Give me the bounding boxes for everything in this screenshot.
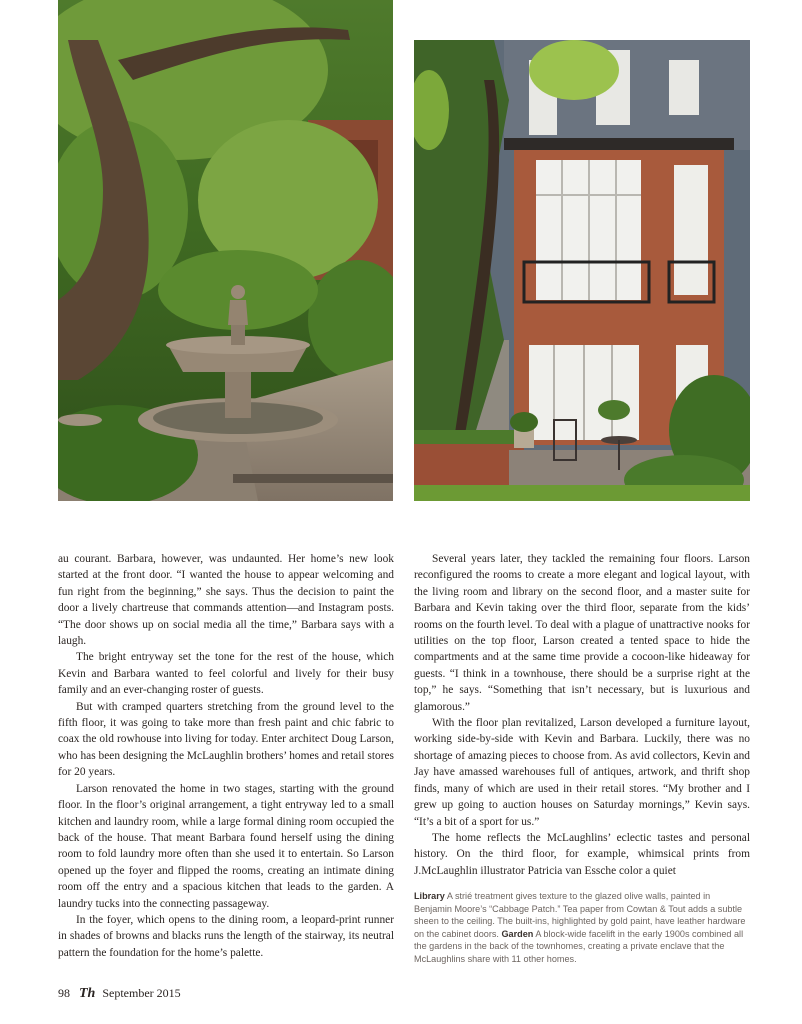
issue-date: September 2015 [102, 986, 181, 1000]
townhouse-rear-facade-photo [414, 40, 750, 501]
paragraph: But with cramped quarters stretching from the ground level to the fifth floor, it was going to take more than fresh paint and chic fabric to coax the old rowhouse into living for today. Enter architect Doug Larson, who has been designing the McLaughlin brothers’ homes and retail stores for 20 years. [58, 700, 394, 779]
article-column-right [414, 551, 750, 879]
photo-caption [414, 890, 750, 966]
caption-text-garden: A block-wide facelift in the early 1900s combined all the gardens in the back of the townhomes, creating a private enclave that the McLaughlins share with 11 other homes. [414, 928, 744, 964]
caption-label-library: Library [414, 891, 445, 901]
paragraph: The bright entryway set the tone for the rest of the house, which Kevin and Barbara wanted to feel colorful and lively for their busy family and an ever-changing roster of guests. [58, 651, 394, 697]
paragraph: Several years later, they tackled the remaining four floors. Larson reconfigured the rooms to create a more elegant and logical layout, with the living room and library on the second floor, and a master suite for Barbara and Kevin taking over the third floor, separate from the kids’ rooms on the fourth level. To deal with a plague of unattractive nooks for utilities on the top floor, Larson created a tented space to hide the compartments and at the same time provide a cocoon-like hideaway for guests. “I think in a townhouse, there should be a surprise right at the top,” he says. “Something that isn’t necessary, but is luxurious and glamorous.” [414, 553, 750, 713]
paragraph: Larson renovated the home in two stages, starting with the ground floor. In the floor’s original arrangement, a tight entryway led to a small kitchen and laundry room, while a large formal dining room occupied the back of the house. That meant Barbara found herself using the dining room to fold laundry more often than she used it to entertain. So Larson opened up the foyer and flipped the rooms, creating an intimate dining room off the entry and a spacious kitchen that leads to the garden. A laundry tucks into the connecting passageway. [58, 782, 394, 910]
paragraph: au courant. Barbara, however, was undaunted. Her home’s new look started at the front door. “I wanted the house to appear welcoming and fun right from the beginning,” she says. Thus the decision to paint the door a lively chartreuse that commands attention—and Instagram posts. “The door shows up on social media all the time,” Barbara says with a laugh. [58, 553, 394, 648]
magazine-logo: Th [79, 986, 96, 1001]
paragraph: In the foyer, which opens to the dining room, a leopard-print runner in shades of browns and blacks runs the length of the stairway, its neutral pattern the foundation for the home’s palette. [58, 913, 394, 959]
paragraph: With the floor plan revitalized, Larson developed a furniture layout, working side-by-side with Kevin and Barbara. Luckily, there was no shortage of amazing pieces to choose from. As avid collectors, Kevin and Jay have amassed warehouses full of antiques, artwork, and thrift shop finds, many of which are used in their retail stores. “My brother and I grew up going to auction houses on Saturday mornings,” Kevin says. “It’s a bit of a sport for us.” [414, 717, 750, 828]
caption-text-library: A strié treatment gives texture to the glazed olive walls, painted in Benjamin Moore’s “Cabbage Patch.” Tea paper from Cowtan & Tout adds a subtle sheen to the ceiling. The built-ins, highlighted by gold paint, have leather hardware on the cabinet doors. [414, 891, 746, 939]
paragraph: The home reflects the McLaughlins’ eclectic tastes and personal history. On the third floor, for example, whimsical prints from J.McLaughlin illustrator Patricia van Essche color a quiet [414, 831, 750, 877]
page-folio [58, 986, 181, 1002]
page-number: 98 [58, 986, 70, 1000]
caption-label-garden: Garden [501, 928, 534, 939]
article-column-left [58, 551, 394, 961]
garden-fountain-photo [58, 0, 393, 501]
